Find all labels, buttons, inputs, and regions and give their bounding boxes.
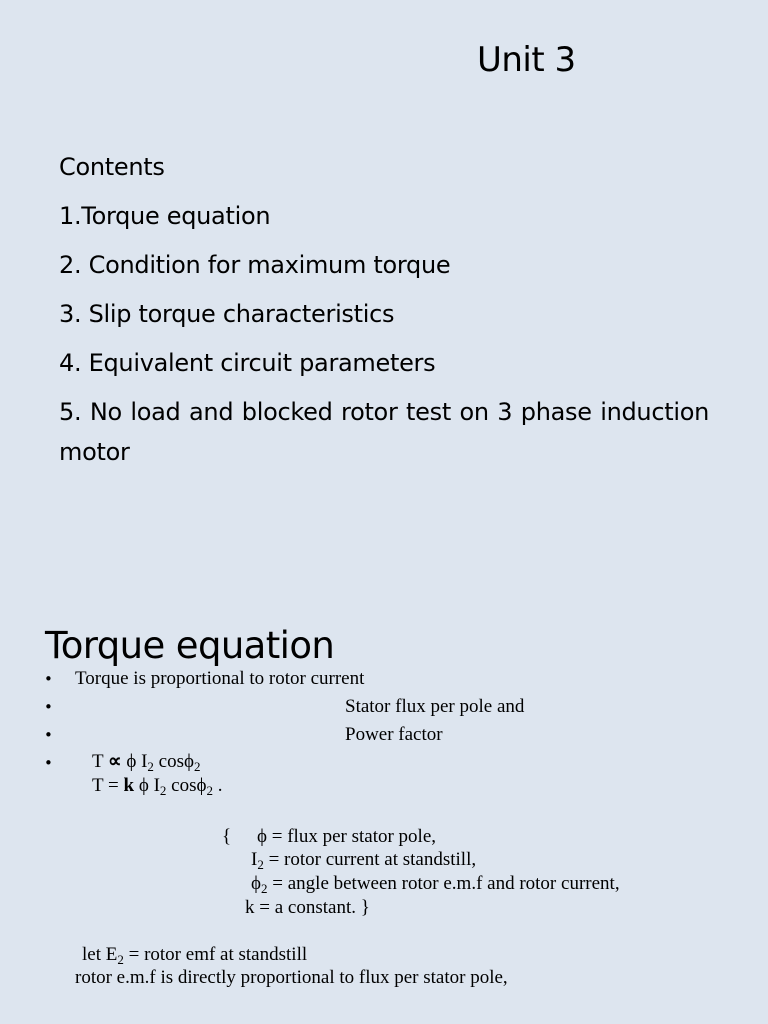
contents-item-4: 4. Equivalent circuit parameters xyxy=(59,349,436,377)
bullet-3-marker: • xyxy=(44,726,53,744)
contents-list xyxy=(59,143,709,472)
legend-i2: $I_2$ = rotor current at standstill, xyxy=(251,849,477,872)
section-heading: Torque equation xyxy=(45,624,335,667)
rotor-emf-line: rotor e.m.f is directly proportional to flux per stator pole, xyxy=(75,967,508,988)
contents-item-3: 3. Slip torque characteristics xyxy=(59,300,395,328)
legend-phi2: $\phi_2$ = angle between rotor e.m.f and rotor current, xyxy=(251,873,620,896)
bullet-2-marker: • xyxy=(44,698,53,716)
bullet-1-marker: • xyxy=(44,670,53,688)
unit-title: Unit 3 xyxy=(477,40,576,80)
let-e2-line: let $E_2$ = rotor emf at standstill xyxy=(82,944,308,967)
legend-open-brace: { xyxy=(222,826,232,847)
bullet-4-marker: • xyxy=(44,754,53,772)
bullet-3-text: Power factor xyxy=(345,724,443,745)
contents-item-2: 2. Condition for maximum torque xyxy=(59,251,451,279)
legend-phi: ϕ = flux per stator pole, xyxy=(257,826,437,847)
bullet-2-text: Stator flux per pole and xyxy=(345,696,525,717)
legend-k: k = a constant. } xyxy=(245,897,370,918)
torque-equation-constant: T = k ϕ $I_2$ cosϕ$_2$ . xyxy=(92,775,223,798)
bullet-1-text: Torque is proportional to rotor current xyxy=(75,668,365,689)
contents-item-1: 1.Torque equation xyxy=(59,202,271,230)
torque-equation-proportional: T ∝ ϕ $I_2$ cosϕ$_2$ xyxy=(92,751,201,774)
contents-heading: Contents xyxy=(59,153,165,181)
contents-item-5: 5. No load and blocked rotor test on 3 phase induction motor xyxy=(59,398,709,466)
